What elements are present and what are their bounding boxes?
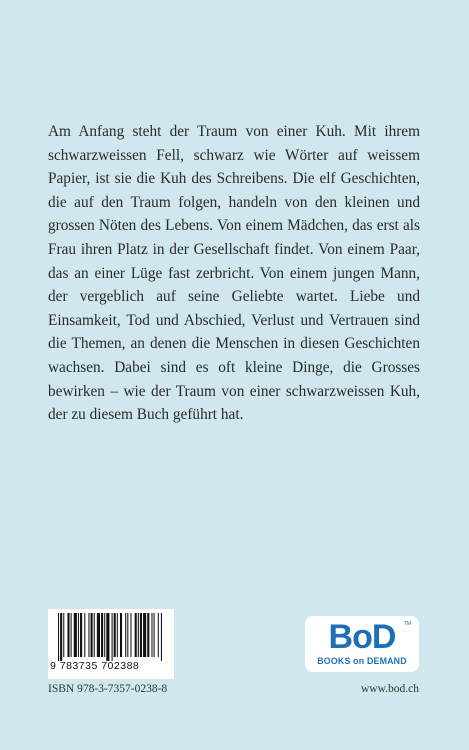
bod-logo [305,616,419,672]
barcode-bar [67,613,69,657]
bod-logo-mark: BoD [328,618,396,656]
barcode-bar [74,613,77,657]
barcode-bar [114,613,116,657]
isbn: ISBN 978-3-7357-0238-8 [48,683,168,695]
barcode-bar [97,613,100,657]
barcode-bar [58,613,59,661]
barcode-bars [48,609,174,661]
barcode-bar [143,613,146,657]
barcode [48,609,174,679]
barcode-bar [101,613,103,657]
barcode-bar [112,613,113,661]
publisher-url[interactable]: www.bod.ch [360,683,419,695]
barcode-bar [135,613,137,657]
barcode-bar [88,613,89,657]
barcode-bar [130,613,131,657]
barcode-bar [91,613,93,657]
bod-logo-subtitle: BOOKS on DEMAND [317,656,407,666]
barcode-bar [104,613,105,657]
barcode-bar [154,613,155,657]
barcode-bar [117,613,118,657]
barcode-bar [161,613,162,661]
barcode-bar [60,613,62,661]
barcode-digits: 9 783735 702388 [50,660,140,672]
barcode-bar [94,613,95,657]
barcode-bar [80,613,82,657]
barcode-bar [63,613,64,657]
barcode-bar [71,613,72,657]
barcode-bar [78,613,79,657]
barcode-bar [84,613,85,657]
barcode-bar [125,613,126,657]
barcode-bar [151,613,152,657]
barcode-bar [120,613,122,657]
barcode-bar [138,613,139,657]
barcode-bar [147,613,149,657]
barcode-bar [127,613,128,657]
back-cover-blurb: Am Anfang steht der Traum von einer Kuh. Mit ihrem schwarzweissen Fell, schwarz wie Wörter auf weissem Papier, ist sie die Kuh des Schreibens. Die elf Geschichten, die auf den Traum folgen, handeln von den kleinen und grossen Nöten des Lebens. Von einem Mädchen, das erst als Frau ihren Platz in der Gesellschaft findet. Von einem Paar, das an einer Lüge fast zerbricht. Von einem jungen Mann, der vergeblich auf seine Geliebte wartet. Liebe und Einsamkeit, Tod und Abschied, Verlust und Vertrauen sind die Themen, an denen die Menschen in diesen Geschichten wachsen. Dabei sind es oft kleine Dinge, die Grosses bewirken – wie der Traum von einer schwarzweissen Kuh, der zu diesem Buch geführt hat. [48,123,420,424]
barcode-bar [158,613,159,657]
barcode-bar [106,613,109,661]
bod-logo-trademark: TM [403,621,411,627]
barcode-bar [140,613,142,657]
